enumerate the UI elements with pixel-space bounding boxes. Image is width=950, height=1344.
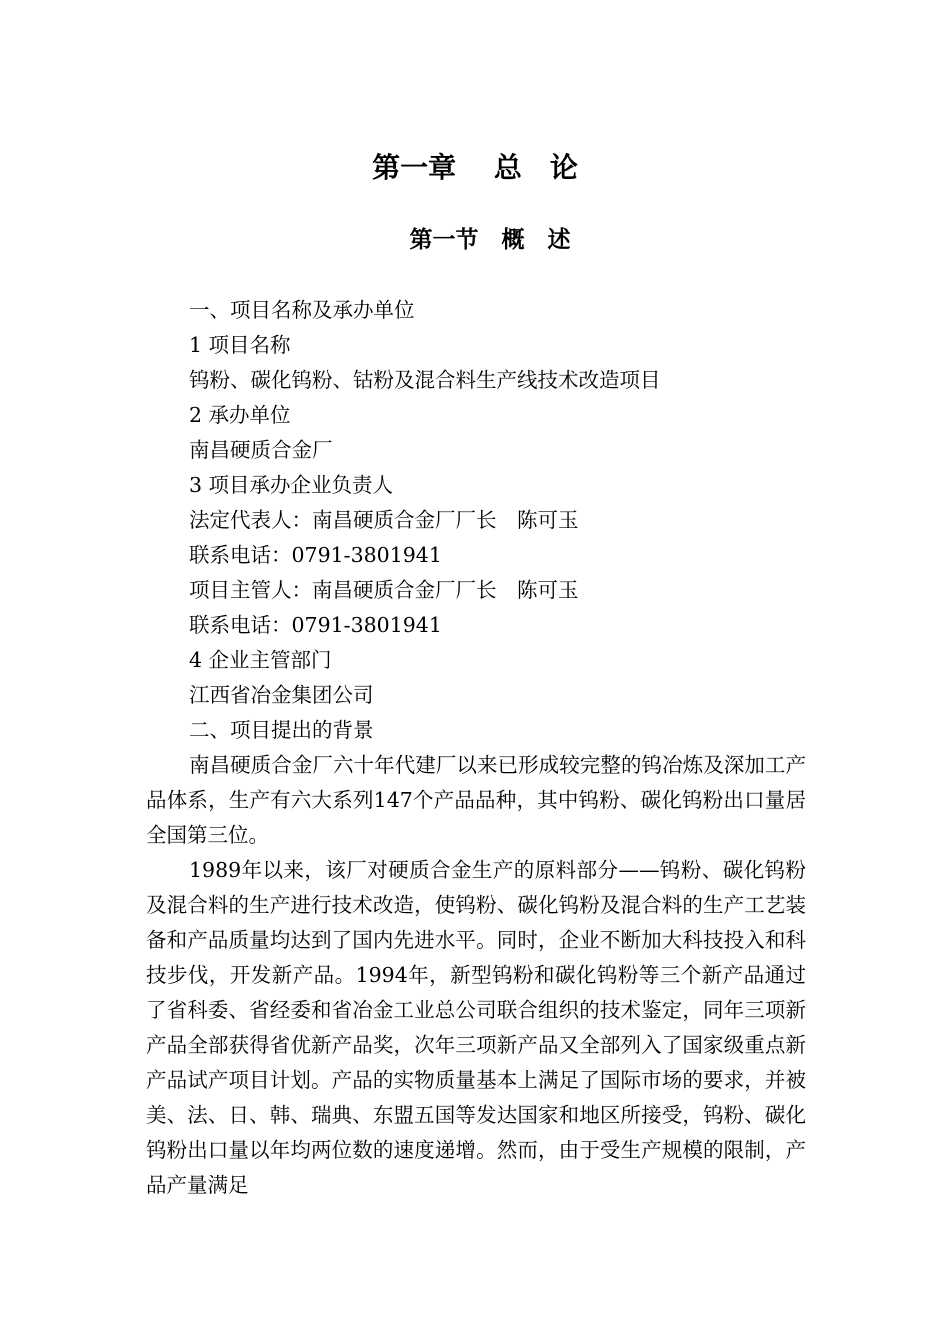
subheading-competent-department: 4 企业主管部门 — [189, 648, 332, 672]
project-name-text: 钨粉、碳化钨粉、钴粉及混合料生产线技术改造项目 — [189, 368, 661, 392]
heading-project-name-and-unit: 一、项目名称及承办单位 — [189, 298, 415, 322]
background-paragraph-1: 南昌硬质合金厂六十年代建厂以来已形成较完整的钨冶炼及深加工产品体系，生产有六大系列147个产品品种，其中钨粉、碳化钨粉出口量居全国第三位。 — [146, 753, 806, 847]
project-supervisor-text: 项目主管人：南昌硬质合金厂厂长 陈可玉 — [189, 578, 579, 602]
host-unit-text: 南昌硬质合金厂 — [189, 438, 333, 462]
section-title: 第一节 概 述 — [409, 227, 571, 253]
heading-project-background: 二、项目提出的背景 — [189, 718, 374, 742]
subheading-responsible-person: 3 项目承办企业负责人 — [189, 473, 394, 497]
document-body — [146, 293, 806, 1203]
subheading-host-unit: 2 承办单位 — [189, 403, 291, 427]
subheading-project-name: 1 项目名称 — [189, 333, 291, 357]
phone-text-1: 联系电话：0791-3801941 — [189, 543, 442, 567]
background-paragraph-2: 1989年以来，该厂对硬质合金生产的原料部分——钨粉、碳化钨粉及混合料的生产进行技术改造，使钨粉、碳化钨粉及混合料的生产工艺装备和产品质量均达到了国内先进水平。同时，企业不断加大科技投入和科技步伐，开发新产品。1994年，新型钨粉和碳化钨粉等三个新产品通过了省科委、省经委和省冶金工业总公司联合组织的技术鉴定，同年三项新产品全部获得省优新产品奖，次年三项新产品又全部列入了国家级重点新产品试产项目计划。产品的实物质量基本上满足了国际市场的要求，并被美、法、日、韩、瑞典、东盟五国等发达国家和地区所接受，钨粉、碳化钨粉出口量以年均两位数的速度递增。然而，由于受生产规模的限制，产品产量满足 — [146, 858, 806, 1197]
phone-text-2: 联系电话：0791-3801941 — [189, 613, 442, 637]
chapter-title: 第一章 总 论 — [372, 151, 578, 184]
competent-department-text: 江西省冶金集团公司 — [189, 683, 374, 707]
legal-representative-text: 法定代表人：南昌硬质合金厂厂长 陈可玉 — [189, 508, 579, 532]
